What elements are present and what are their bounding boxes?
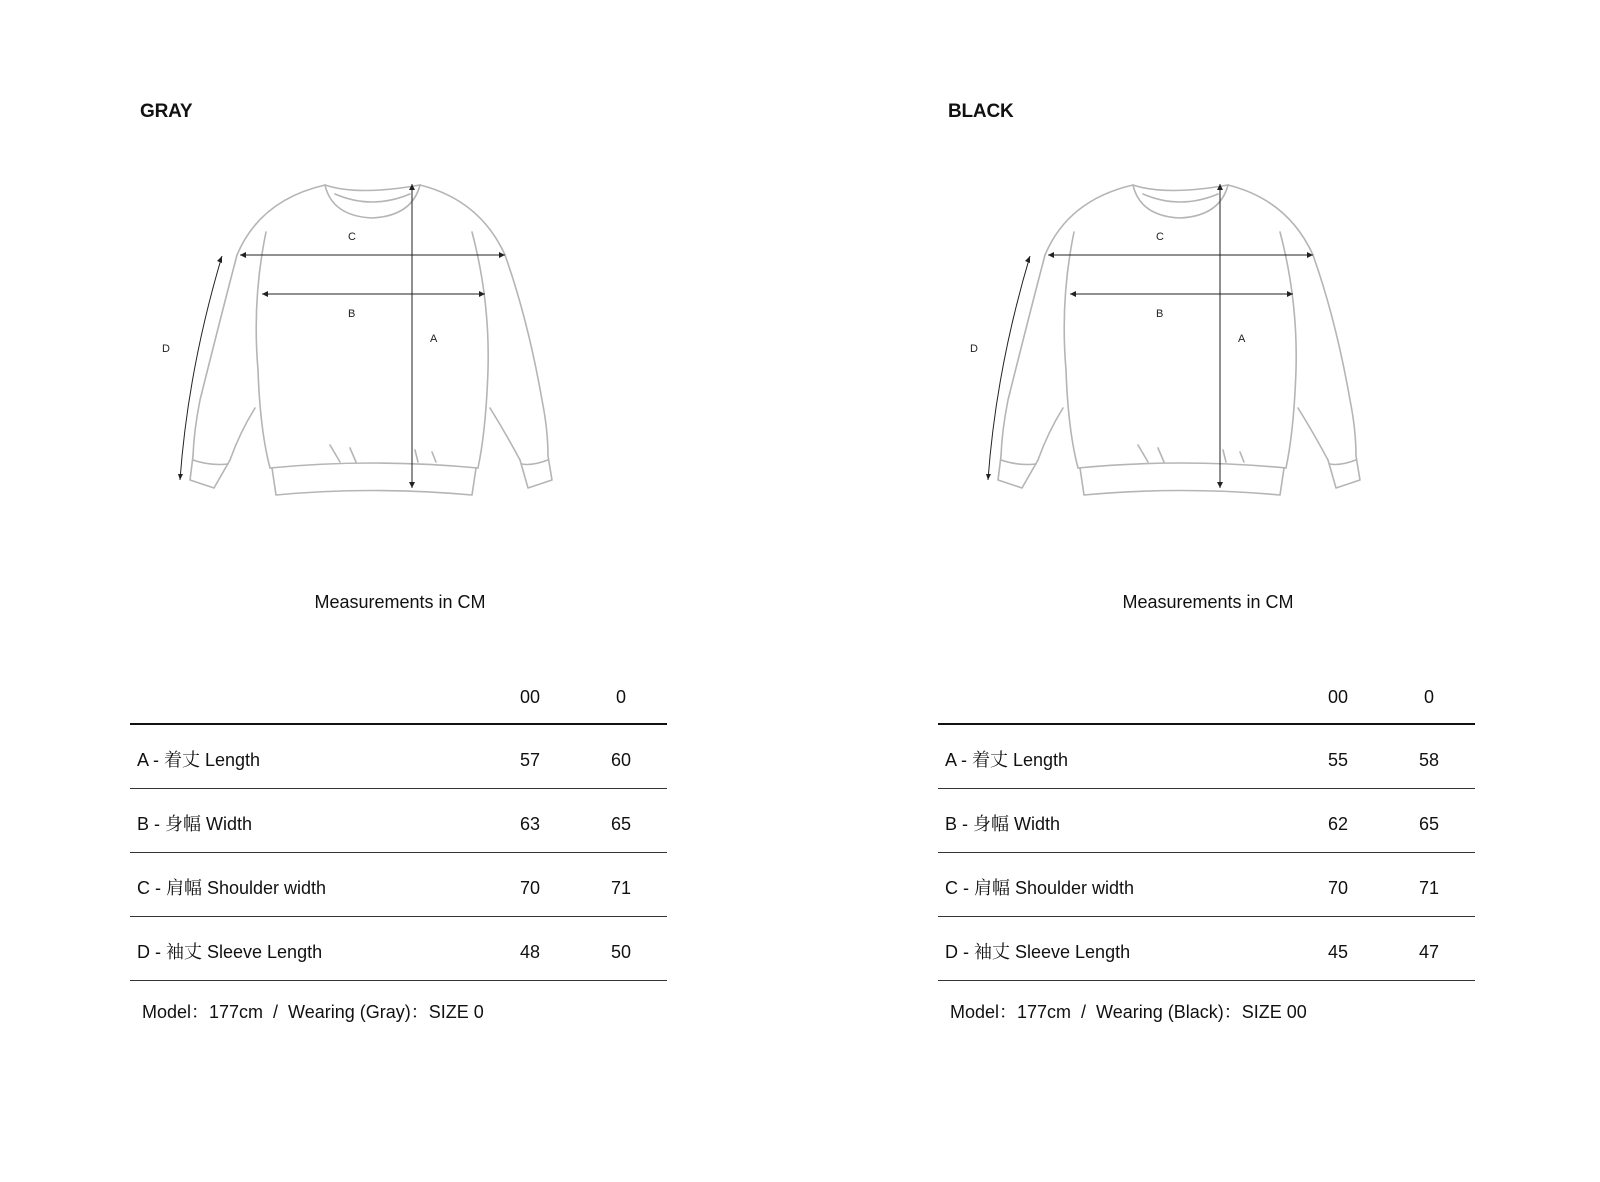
row-value-size-00: 45 [1327, 942, 1349, 962]
row-value-size-00: 62 [1327, 814, 1349, 834]
dimension-label-d: D [162, 343, 170, 355]
row-value-size-00: 70 [519, 878, 541, 898]
row-value-size-00: 63 [519, 814, 541, 834]
dimension-label-c: C [1156, 231, 1164, 243]
measurement-table [130, 666, 667, 981]
row-value-size-0: 60 [610, 750, 632, 770]
table-header-row [130, 666, 667, 725]
row-label: D - 袖丈 Sleeve Length [137, 942, 323, 962]
color-title: BLACK [948, 101, 1014, 122]
table-row [938, 853, 1475, 917]
color-title: GRAY [140, 101, 193, 122]
dimension-label-b: B [1156, 308, 1164, 320]
row-value-size-0: 71 [610, 878, 632, 898]
dimension-label-a: A [430, 333, 438, 345]
column-header-size-00: 00 [1327, 687, 1349, 707]
dimension-label-b: B [348, 308, 356, 320]
table-row [130, 853, 667, 917]
row-label: C - 肩幅 Shoulder width [137, 878, 327, 898]
column-header-size-00: 00 [519, 687, 541, 707]
table-row [938, 725, 1475, 789]
row-value-size-00: 55 [1327, 750, 1349, 770]
row-label: B - 身幅 Width [137, 814, 253, 834]
table-row [130, 917, 667, 981]
row-label: B - 身幅 Width [945, 814, 1061, 834]
sweatshirt-diagram-icon [968, 170, 1408, 530]
column-header-size-0: 0 [615, 687, 626, 707]
row-value-size-0: 65 [1418, 814, 1440, 834]
size-chart-panel-black [938, 0, 1498, 1182]
model-footnote: Model：177cm / Wearing (Black)：SIZE 00 [950, 1002, 1307, 1022]
sweatshirt-diagram-icon [160, 170, 600, 530]
row-label: D - 袖丈 Sleeve Length [945, 942, 1131, 962]
table-row [130, 789, 667, 853]
table-row [130, 725, 667, 789]
sweatshirt-diagram-svg [160, 170, 600, 510]
row-value-size-0: 58 [1418, 750, 1440, 770]
sweatshirt-diagram-svg [968, 170, 1408, 510]
dimension-label-d: D [970, 343, 978, 355]
row-value-size-00: 57 [519, 750, 541, 770]
row-label: A - 着丈 Length [137, 750, 261, 770]
row-label: C - 肩幅 Shoulder width [945, 878, 1135, 898]
measurements-title: Measurements in CM [314, 592, 486, 612]
table-row [938, 917, 1475, 981]
row-value-size-0: 71 [1418, 878, 1440, 898]
table-header-row [938, 666, 1475, 725]
row-value-size-0: 50 [610, 942, 632, 962]
row-value-size-0: 47 [1418, 942, 1440, 962]
row-value-size-0: 65 [610, 814, 632, 834]
table-row [938, 789, 1475, 853]
model-footnote: Model：177cm / Wearing (Gray)：SIZE 0 [142, 1002, 484, 1022]
row-value-size-00: 48 [519, 942, 541, 962]
dimension-label-a: A [1238, 333, 1246, 345]
column-header-size-0: 0 [1423, 687, 1434, 707]
measurements-title: Measurements in CM [1122, 592, 1294, 612]
row-label: A - 着丈 Length [945, 750, 1069, 770]
dimension-label-c: C [348, 231, 356, 243]
row-value-size-00: 70 [1327, 878, 1349, 898]
measurement-table [938, 666, 1475, 981]
size-chart-panel-gray [130, 0, 690, 1182]
